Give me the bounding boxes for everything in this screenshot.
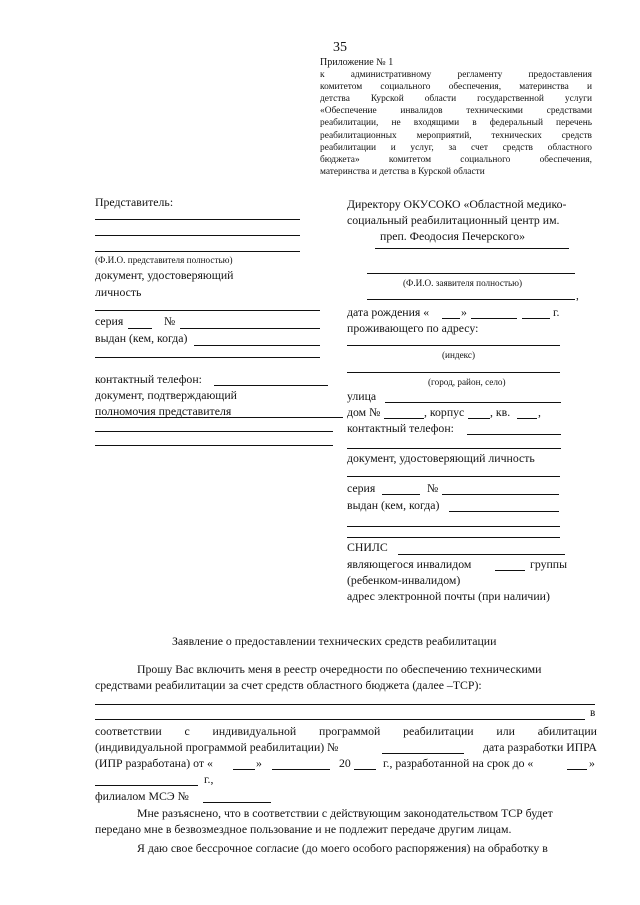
right-phone-field[interactable]: [347, 448, 561, 449]
director-line: Директору ОКУСОКО «Областной медико-: [347, 197, 567, 211]
house-label: дом №: [347, 405, 381, 419]
street-field[interactable]: [385, 402, 561, 403]
ipr-date-label: дата разработки ИПРА: [483, 740, 597, 754]
ipr-term-quote: »: [589, 756, 595, 770]
right-series-field[interactable]: [382, 494, 420, 495]
index-field[interactable]: [347, 345, 560, 346]
disabled-label: являющегося инвалидом: [347, 557, 472, 571]
ipr-year-field[interactable]: [354, 769, 376, 770]
annex-line: к административному регламенту предоставления: [320, 70, 592, 81]
doc-identity-field[interactable]: [95, 310, 320, 311]
applicant-fio-hint: (Ф.И.О. заявителя полностью): [403, 278, 523, 288]
doc-authority-field[interactable]: [95, 431, 333, 432]
comma: ,: [576, 290, 579, 302]
right-phone-field[interactable]: [467, 434, 561, 435]
right-series-label: серия: [347, 481, 376, 495]
applicant-field[interactable]: [375, 248, 569, 249]
annex-line: комитетом социального обеспечения, материнства и: [320, 82, 592, 93]
address-label: проживающего по адресу:: [347, 321, 479, 335]
right-issued-field[interactable]: [449, 511, 559, 512]
right-issued-field[interactable]: [347, 537, 560, 538]
paragraph-line: соответствии с индивидуальной программой реабилитации или абилитации: [95, 724, 597, 738]
issued-label: выдан (кем, когда): [95, 331, 188, 345]
doc-identity-label: личность: [95, 285, 142, 299]
korpus-field[interactable]: [468, 418, 490, 419]
issued-field[interactable]: [95, 357, 320, 358]
director-line: преп. Феодосия Печерского»: [380, 229, 526, 243]
tsr-list-field[interactable]: [95, 704, 595, 705]
doc-authority-field[interactable]: [95, 417, 343, 418]
number-field[interactable]: [180, 328, 320, 329]
right-doc-identity-field[interactable]: [347, 476, 560, 477]
representative-field[interactable]: [95, 251, 300, 252]
dob-label: дата рождения «: [347, 305, 430, 319]
index-hint: (индекс): [442, 350, 476, 360]
disabled-group-label: группы: [530, 557, 568, 571]
city-field[interactable]: [347, 372, 560, 373]
annex-line: реабилитации, не входящими в федеральный перечень: [320, 118, 592, 129]
snils-field[interactable]: [398, 554, 565, 555]
ipr-century: 20: [339, 756, 351, 770]
ipr-label: (индивидуальной программой реабилитации) №: [95, 740, 339, 754]
annex-block: [320, 57, 592, 178]
right-doc-identity-label: документ, удостоверяющий личность: [347, 451, 535, 465]
mse-field[interactable]: [203, 802, 271, 803]
page-number: 35: [333, 40, 347, 55]
korpus-label: , корпус: [424, 405, 465, 419]
v-word: в: [590, 707, 596, 719]
right-issued-label: выдан (кем, когда): [347, 498, 440, 512]
snils-label: СНИЛС: [347, 540, 388, 554]
right-number-field[interactable]: [442, 494, 559, 495]
paragraph-line: передано мне в безвозмездное пользование и не подлежит передаче другим лицам.: [95, 822, 512, 836]
representative-label: Представитель:: [95, 195, 174, 209]
city-hint: (город, район, село): [428, 377, 506, 387]
paragraph-line: Прошу Вас включить меня в реестр очередности по обеспечению техническими: [137, 662, 542, 676]
disabled-child-label: (ребенком-инвалидом): [347, 573, 461, 587]
ipr-number-field[interactable]: [382, 753, 464, 754]
number-label: №: [164, 314, 176, 328]
director-line: социальный реабилитационный центр им.: [347, 213, 560, 227]
annex-line: «Обеспечение инвалидов техническими средствами: [320, 106, 592, 117]
statement-title: Заявление о предоставлении технических средств реабилитации: [172, 634, 497, 648]
annex-line: реабилитации и услуг, за счет средств областного: [320, 142, 592, 153]
paragraph-line: средствами реабилитации за счет средств областного бюджета (далее –ТСР):: [95, 678, 482, 692]
annex-title: Приложение № 1: [320, 57, 394, 68]
street-label: улица: [347, 389, 377, 403]
phone-field[interactable]: [214, 385, 328, 386]
ipr-day-field[interactable]: [233, 769, 255, 770]
ipr-term-label: г., разработанной на срок до «: [383, 756, 534, 770]
ipr-term-year: г.,: [204, 772, 214, 786]
doc-identity-label: документ, удостоверяющий: [95, 268, 234, 282]
right-phone-label: контактный телефон:: [347, 421, 454, 435]
series-label: серия: [95, 314, 124, 328]
tsr-list-field[interactable]: [95, 719, 585, 720]
ipr-month-field[interactable]: [272, 769, 330, 770]
ipr-term-day-field[interactable]: [567, 769, 587, 770]
applicant-fio-field[interactable]: [367, 299, 575, 300]
series-field[interactable]: [128, 328, 152, 329]
ipr-term-month-field[interactable]: [95, 785, 198, 786]
doc-authority-label: документ, подтверждающий: [95, 388, 237, 402]
annex-line: реабилитационных мероприятий, технических средств: [320, 130, 592, 141]
kv-end: ,: [538, 405, 541, 419]
dob-year-field[interactable]: [522, 318, 550, 319]
representative-fio-hint: (Ф.И.О. представителя полностью): [95, 255, 233, 265]
disabled-group-field[interactable]: [495, 570, 525, 571]
phone-label: контактный телефон:: [95, 372, 202, 386]
kv-label: , кв.: [490, 405, 511, 419]
dob-day-field[interactable]: [442, 318, 460, 319]
right-issued-field[interactable]: [347, 526, 560, 527]
ipr-quote: »: [256, 756, 262, 770]
annex-line: бюджета» комитетом социального обеспечения,: [320, 154, 592, 165]
representative-field[interactable]: [95, 235, 300, 236]
doc-authority-label: полномочия представителя: [95, 404, 232, 418]
house-field[interactable]: [384, 418, 424, 419]
paragraph-line: Я даю свое бессрочное согласие (до моего особого распоряжения) на обработку в: [137, 841, 548, 855]
kv-field[interactable]: [517, 418, 537, 419]
annex-line: материнства и детства в Курской области: [320, 166, 485, 177]
email-label: адрес электронной почты (при наличии): [347, 589, 550, 603]
representative-field[interactable]: [95, 219, 300, 220]
mse-label: филиалом МСЭ №: [95, 789, 189, 803]
dob-year-suffix: г.: [553, 305, 560, 319]
ipr-from-label: (ИПР разработана) от «: [95, 756, 213, 770]
dob-mid: »: [461, 305, 467, 319]
applicant-fio-field[interactable]: [367, 273, 575, 274]
dob-month-field[interactable]: [471, 318, 517, 319]
doc-authority-field[interactable]: [95, 445, 333, 446]
paragraph-line: Мне разъяснено, что в соответствии с действующим законодательством ТСР будет: [137, 806, 553, 820]
issued-field[interactable]: [194, 345, 320, 346]
right-number-label: №: [427, 481, 439, 495]
annex-line: детства Курской области государственной услуги: [320, 94, 592, 105]
